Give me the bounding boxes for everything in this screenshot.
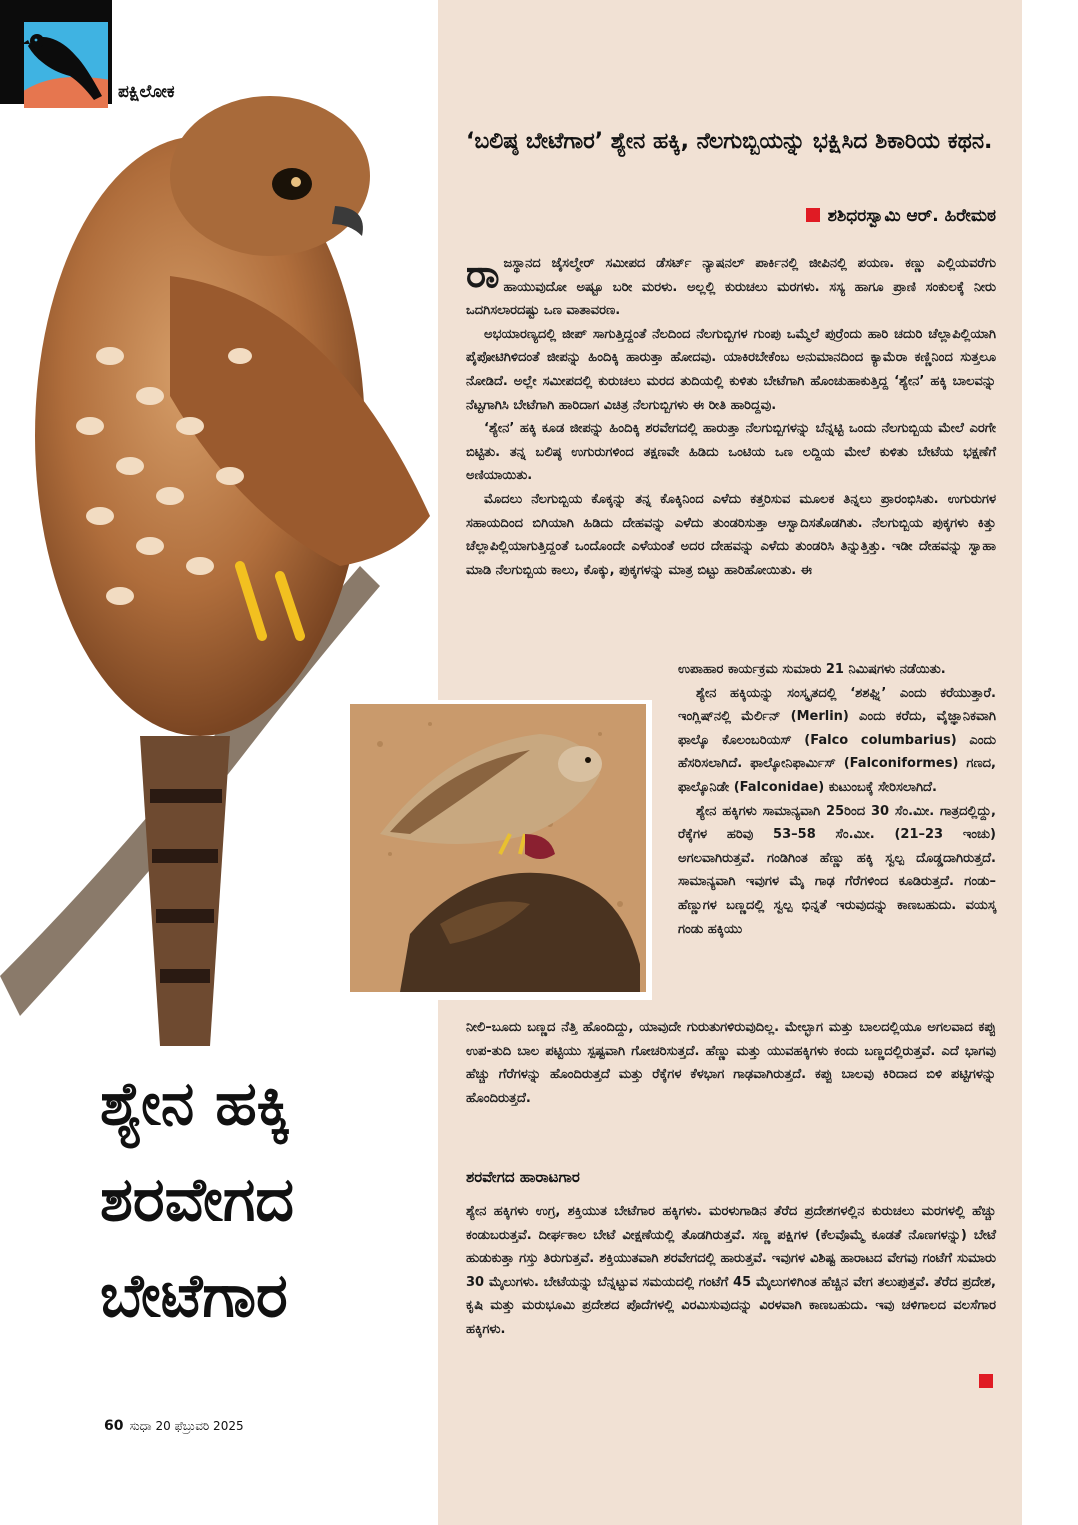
- article-deck: ‘ಬಲಿಷ್ಠ ಬೇಟೆಗಾರ’ ಶ್ಯೇನ ಹಕ್ಕಿ, ನೆಲಗುಬ್ಬಿಯನ್ನು ಭಕ್ಷಿಸಿದ ಶಿಕಾರಿಯ ಕಥನ.: [466, 129, 993, 154]
- author-name: ಶಶಿಧರಸ್ವಾಮಿ ಆರ್. ಹಿರೇಮಠ: [827, 206, 996, 226]
- end-mark: [979, 1374, 993, 1388]
- section-logo: [0, 0, 112, 104]
- merlin-eating-prey-photo: [350, 704, 646, 992]
- page-footer: [104, 1418, 244, 1434]
- article-body-bottom: [466, 1200, 996, 1342]
- paragraph: ರಾಜಸ್ಥಾನದ ಜೈಸಲ್ಮೇರ್ ಸಮೀಪದ ಡೆಸರ್ಟ್ ನ್ಯಾಷನಲ್ ಪಾರ್ಕಿನಲ್ಲಿ ಜೀಪಿನಲ್ಲಿ ಪಯಣ. ಕಣ್ಣು ಎಲ್ಲಿಯವರೆಗು ಹಾಯುವುದೋ ಅಷ್ಟೂ ಬರೀ ಮರಳು. ಅಲ್ಲಲ್ಲಿ ಕುರುಚಲು ಮರಗಳು. ಸಸ್ಯ ಹಾಗೂ ಪ್ರಾಣಿ ಸಂಕುಲಕ್ಕೆ ನೀರು ಒದಗಿಸಲಾರದಷ್ಟು ಒಣ ವಾತಾವರಣ.: [466, 252, 996, 319]
- paragraph: ಅಭಯಾರಣ್ಯದಲ್ಲಿ ಜೀಪ್ ಸಾಗುತ್ತಿದ್ದಂತೆ ನೆಲದಿಂದ ನೆಲಗುಬ್ಬಿಗಳ ಗುಂಪು ಒಮ್ಮೆಲೆ ಪುರ್ರೆಂದು ಹಾರಿ ಚದುರಿ ಚೆಲ್ಲಾಪಿಲ್ಲಿಯಾಗಿ ಪೈಪೋಟಿಗಿಳಿದಂತೆ ಜೀಪನ್ನು ಹಿಂದಿಕ್ಕಿ ಹಾರುತ್ತಾ ಹೋದವು. ಯಾಕಿರಬೇಕೆಂಬ ಅನುಮಾನದಿಂದ ಕ್ಯಾಮೆರಾ ಕಣ್ಣಿನಿಂದ ಸುತ್ತಲೂ ನೋಡಿದೆ. ಅಲ್ಲೇ ಸಮೀಪದಲ್ಲಿ ಕುರುಚಲು ಮರದ ತುದಿಯಲ್ಲಿ ಕುಳಿತು ಬೇಟೆಗಾಗಿ ಹೊಂಚುಹಾಕುತ್ತಿದ್ದ ‘ಶ್ಯೇನ’ ಹಕ್ಕಿ ಬಾಲವನ್ನು ನೆಟ್ಟಗಾಗಿಸಿ ಬೇಟೆಗಾಗಿ ಹಾರಿದಾಗ ವಿಚಿತ್ರ ನೆಲಗುಬ್ಬಿಗಳು ಈ ರೀತಿ ಹಾರಿದ್ದವು.: [466, 326, 996, 413]
- issue-info: ಸುಧಾ 20 ಫೆಬ್ರುವರಿ 2025: [129, 1419, 244, 1433]
- page-number: 60: [104, 1418, 124, 1434]
- article-body-top: [466, 252, 996, 582]
- paragraph: ನೀಲಿ–ಬೂದು ಬಣ್ಣದ ನೆತ್ತಿ ಹೊಂದಿದ್ದು, ಯಾವುದೇ ಗುರುತುಗಳಿರುವುದಿಲ್ಲ. ಮೇಲ್ಭಾಗ ಮತ್ತು ಬಾಲದಲ್ಲಿಯೂ ಅಗಲವಾದ ಕಪ್ಪು ಉಪ-ತುದಿ ಬಾಲ ಪಟ್ಟಿಯು ಸ್ಪಷ್ಟವಾಗಿ ಗೋಚರಿಸುತ್ತದೆ. ಹೆಣ್ಣು ಮತ್ತು ಯುವಹಕ್ಕಿಗಳು ಕಂದು ಬಣ್ಣದಲ್ಲಿರುತ್ತವೆ. ಎದೆ ಭಾಗವು ಹೆಚ್ಚು ಗೆರೆಗಳನ್ನು ಹೊಂದಿರುತ್ತದೆ ಮತ್ತು ರೆಕ್ಕೆಗಳ ಕೆಳಭಾಗ ಗಾಢವಾಗಿರುತ್ತದೆ. ಕಪ್ಪು ಬಾಲವು ಕಿರಿದಾದ ಬಿಳಿ ಪಟ್ಟಿಗಳನ್ನು ಹೊಂದಿರುತ್ತದೆ.: [466, 1020, 996, 1106]
- paragraph: ಮೊದಲು ನೆಲಗುಬ್ಬಿಯ ಕೊಕ್ಕನ್ನು ತನ್ನ ಕೊಕ್ಕಿನಿಂದ ಎಳೆದು ಕತ್ತರಿಸುವ ಮೂಲಕ ತಿನ್ನಲು ಪ್ರಾರಂಭಿಸಿತು. ಉಗುರುಗಳ ಸಹಾಯದಿಂದ ಬಿಗಿಯಾಗಿ ಹಿಡಿದು ದೇಹವನ್ನು ಎಳೆದು ತುಂಡರಿಸುತ್ತಾ ಆಸ್ವಾದಿಸತೊಡಗಿತು. ನೆಲಗುಬ್ಬಿಯ ಪುಕ್ಕಗಳು ಕಿತ್ತು ಚೆಲ್ಲಾಪಿಲ್ಲಿಯಾಗುತ್ತಿದ್ದಂತೆ ಒಂದೊಂದೇ ಎಳೆಯಂತೆ ಅದರ ದೇಹವನ್ನು ಎಳೆದು ತುಂಡರಿಸಿ ತಿನ್ನುತ್ತಿತ್ತು. ಇಡೀ ದೇಹವನ್ನು ಸ್ವಾಹಾ ಮಾಡಿ ನೆಲಗುಬ್ಬಿಯ ಕಾಲು, ಕೊಕ್ಕು, ಪುಕ್ಕಗಳನ್ನು ಮಾತ್ರ ಬಿಟ್ಟು ಹಾರಿಹೋಯಿತು. ಈ: [466, 491, 996, 578]
- article-title: [100, 1056, 430, 1344]
- paragraph: ಶ್ಯೇನ ಹಕ್ಕಿಯನ್ನು ಸಂಸ್ಕೃತದಲ್ಲಿ ‘ಶಶಘ್ನಿ’ ಎಂದು ಕರೆಯುತ್ತಾರೆ. ಇಂಗ್ಲಿಷ್‌ನಲ್ಲಿ ಮೆರ್ಲಿನ್ (Merlin) ಎಂದು ಕರೆದು, ವೈಜ್ಞಾನಿಕವಾಗಿ ಫಾಲ್ಕೊ ಕೊಲಂಬರಿಯಸ್ (Falco columbarius) ಎಂದು ಹೆಸರಿಸಲಾಗಿದೆ. ಫಾಲ್ಕೋನಿಫಾರ್ಮಿಸ್ (Falconiformes) ಗಣದ, ಫಾಲ್ಕೊನಿಡೇ (Falconidae) ಕುಟುಂಬಕ್ಕೆ ಸೇರಿಸಲಾಗಿದೆ.: [678, 685, 996, 795]
- title-line: ಶರವೇಗದ: [100, 1165, 295, 1235]
- red-square-marker: [806, 208, 820, 222]
- paragraph: ಉಪಾಹಾರ ಕಾರ್ಯಕ್ರಮ ಸುಮಾರು 21 ನಿಮಿಷಗಳು ನಡೆಯಿತು.: [678, 662, 946, 677]
- paragraph: ಶ್ಯೇನ ಹಕ್ಕಿಗಳು ಸಾಮಾನ್ಯವಾಗಿ 25ರಿಂದ 30 ಸೆಂ.ಮೀ. ಗಾತ್ರದಲ್ಲಿದ್ದು, ರೆಕ್ಕೆಗಳ ಹರಿವು 53–58 ಸೆಂ.ಮೀ. (21–23 ಇಂಚು) ಅಗಲವಾಗಿರುತ್ತವೆ. ಗಂಡಿಗಿಂತ ಹೆಣ್ಣು ಹಕ್ಕಿ ಸ್ವಲ್ಪ ದೊಡ್ಡದಾಗಿರುತ್ತದೆ. ಸಾಮಾನ್ಯವಾಗಿ ಇವುಗಳ ಮೈ ಗಾಢ ಗೆರೆಗಳಿಂದ ಕೂಡಿರುತ್ತದೆ. ಗಂಡು–ಹೆಣ್ಣುಗಳ ಬಣ್ಣದಲ್ಲಿ ಸ್ವಲ್ಪ ಭಿನ್ನತೆ ಇರುವುದನ್ನು ಕಾಣಬಹುದು. ವಯಸ್ಕ ಗಂಡು ಹಕ್ಕಿಯು: [678, 803, 996, 937]
- article-body-narrow: [678, 658, 996, 941]
- drop-cap: ರಾ: [466, 252, 500, 296]
- byline: [700, 206, 996, 226]
- title-line: ಶ್ಯೇನ ಹಕ್ಕಿ: [100, 1069, 291, 1139]
- article-subhead: ಶರವೇಗದ ಹಾರಾಟಗಾರ: [466, 1168, 580, 1186]
- article-body-middle: [466, 1016, 996, 1110]
- paragraph: ‘ಶ್ಯೇನ’ ಹಕ್ಕಿ ಕೂಡ ಜೀಪನ್ನು ಹಿಂದಿಕ್ಕಿ ಶರವೇಗದಲ್ಲಿ ಹಾರುತ್ತಾ ನೆಲಗುಬ್ಬಿಗಳನ್ನು ಬೆನ್ನಟ್ಟಿ ಒಂದು ನೆಲಗುಬ್ಬಿಯ ಮೇಲೆ ಎರಗೇ ಬಿಟ್ಟಿತು. ತನ್ನ ಬಲಿಷ್ಠ ಉಗುರುಗಳಿಂದ ತಕ್ಷಣವೇ ಹಿಡಿದು ಒಂಟಿಯ ಒಣ ಲದ್ದಿಯ ಮೇಲೆ ಕುಳಿತು ಬೇಟೆಯ ಭಕ್ಷಣೆಗೆ ಅಣಿಯಾಯಿತು.: [466, 421, 996, 484]
- paragraph: ಶ್ಯೇನ ಹಕ್ಕಿಗಳು ಉಗ್ರ, ಶಕ್ತಿಯುತ ಬೇಟೆಗಾರ ಹಕ್ಕಿಗಳು. ಮರಳುಗಾಡಿನ ತೆರೆದ ಪ್ರದೇಶಗಳಲ್ಲಿನ ಕುರುಚಲು ಮರಗಳಲ್ಲಿ ಹೆಚ್ಚು ಕಂಡುಬರುತ್ತವೆ. ದೀರ್ಘಕಾಲ ಬೇಟೆ ವೀಕ್ಷಣೆಯಲ್ಲಿ ತೊಡಗಿರುತ್ತವೆ. ಸಣ್ಣ ಪಕ್ಷಿಗಳ (ಕೆಲವೊಮ್ಮೆ ಕೂಡತೆ ನೊಣಗಳನ್ನು) ಬೇಟೆ ಹುಡುಕುತ್ತಾ ಗಸ್ತು ತಿರುಗುತ್ತವೆ. ಶಕ್ತಿಯುತವಾಗಿ ಶರವೇಗದಲ್ಲಿ ಹಾರುತ್ತವೆ. ಇವುಗಳ ವಿಶಿಷ್ಟ ಹಾರಾಟದ ವೇಗವು ಗಂಟೆಗೆ ಸುಮಾರು 30 ಮೈಲುಗಳು. ಬೇಟೆಯನ್ನು ಬೆನ್ನಟ್ಟುವ ಸಮಯದಲ್ಲಿ ಗಂಟೆಗೆ 45 ಮೈಲುಗಳಿಗಿಂತ ಹೆಚ್ಚಿನ ವೇಗ ತಲುಪುತ್ತವೆ. ತೆರೆದ ಪ್ರದೇಶ, ಕೃಷಿ ಮತ್ತು ಮರುಭೂಮಿ ಪ್ರದೇಶದ ಪೊದೆಗಳಲ್ಲಿ ವಿರಮಿಸುವುದನ್ನು ವಿರಳವಾಗಿ ಕಾಣಬಹುದು. ಇವು ಚಳಿಗಾಲದ ವಲಸೆಗಾರ ಹಕ್ಕಿಗಳು.: [466, 1204, 996, 1337]
- title-line: ಬೇಟೆಗಾರ: [100, 1261, 288, 1331]
- section-label: ಪಕ್ಷಿಲೋಕ: [118, 82, 175, 102]
